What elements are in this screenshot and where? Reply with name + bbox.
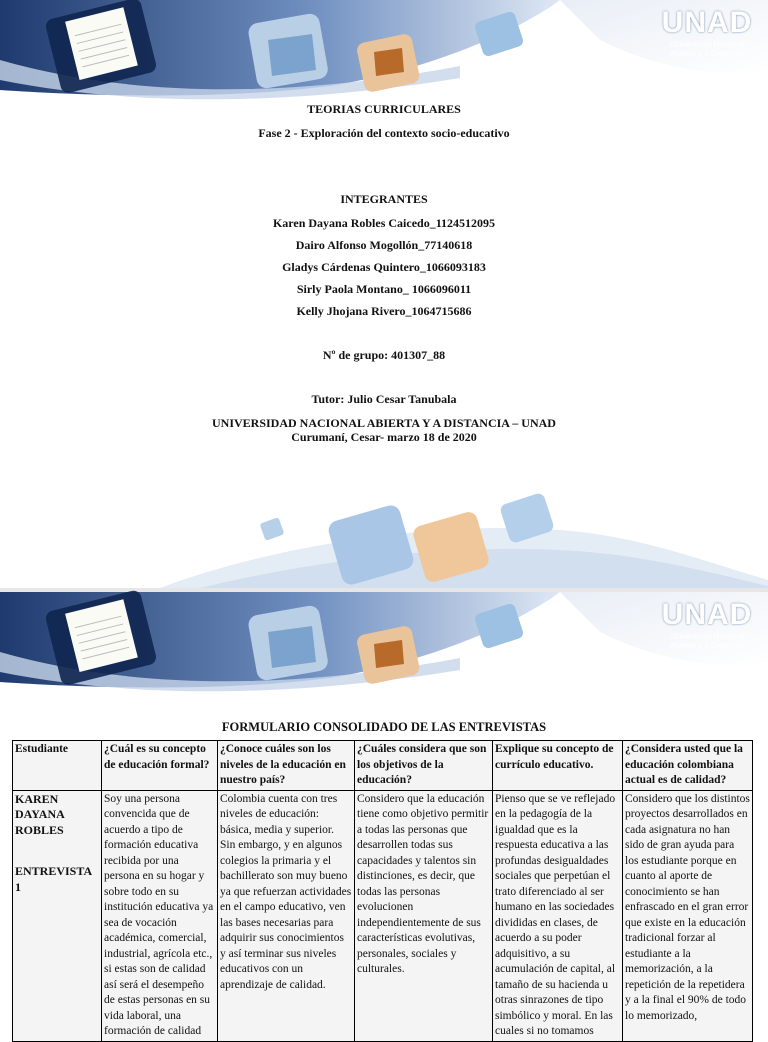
answer-cell: Pienso que se ve reflejado en la pedagogía de la igualdad que es la respuesta educativa a las profundas desigualdades sociales que perpetúan el trato diferenciado al ser humano en las sociedades divididas en clases, de acuerdo a su poder adquisitivo, a su acumulación de capital, al tamaño de su hacienda u otras sinrazones de tipo simbólico y moral. En las cuales si no tomamos [493,790,623,1041]
group-number: Nº de grupo: 401307_88 [322,348,446,362]
interview-label: ENTREVISTA 1 [15,864,92,894]
unad-logo-subtitle-2: Abierta y a Distancia [670,49,744,58]
unad-logo-mark: UNAD [661,598,753,631]
table-row [13,790,753,1041]
member-name: Kelly Jhojana Rivero_1064715686 [296,304,472,318]
unad-logo [660,598,754,650]
phase-title: Fase 2 - Exploración del contexto socio-educativo [258,126,510,140]
unad-logo [660,6,754,58]
answer-cell: Considero que la educación tiene como objetivo permitir a todas las personas que desarrollen todas sus capacidades y talentos sin distinciones, es decir, que todas las personas evolucionen independientemente de sus características evolutivas, personales, sociales y culturales. [355,790,493,1041]
tutor-name: Tutor: Julio Cesar Tanubala [311,392,457,406]
table-header-row [13,741,753,791]
member-name: Karen Dayana Robles Caicedo_1124512095 [272,216,496,230]
column-header: Explique su concepto de currículo educativo. [493,741,623,791]
unad-logo-mark: UNAD [661,6,753,39]
footer-decoration [0,490,768,588]
member-name: Dairo Alfonso Mogollón_77140618 [295,238,473,252]
interview-table [12,740,753,1042]
answer-cell: Soy una persona convencida que de acuerdo a tipo de formación educativa recibida por una persona en su hogar y sobre todo en su institución educativa ya sea de vocación académica, comercial, industrial, agrícola etc., si estas son de calidad así será el desempeño de estas personas en su vida laboral, una formación de calidad [102,790,218,1041]
student-name: KAREN DAYANA ROBLES [15,791,65,837]
answer-cell: Considero que los distintos proyectos desarrollados en cada asignatura no han sido de gran ayuda para los estudiante porque en cuanto al aporte de conocimiento se han enfrascado en el gran error que existe en la educación tradicional forzar al estudiante a la memorización, a la repetición de la repetidera y a la final el 90% de todo lo memorizado, [623,790,753,1041]
answer-cell: Colombia cuenta con tres niveles de educación: básica, media y superior. Sin embargo, y en algunos colegios la primaria y el bachillerato son muy bueno ya que refuerzan actividades en el campo educativo, ven las bases necesarias para adquirir sus conocimientos y así terminar sus niveles educativos con un aprendizaje de calidad. [218,790,355,1041]
student-cell [13,790,102,1041]
unad-logo-subtitle-2: Abierta y a Distancia [670,641,744,650]
header-banner [0,592,768,688]
column-header: ¿Considera usted que la educación colombiana actual es de calidad? [623,741,753,791]
interview-page [0,592,768,1037]
header-banner [0,0,768,96]
column-header: ¿Cuál es su concepto de educación formal? [102,741,218,791]
document-title: TEORIAS CURRICULARES [307,102,461,116]
member-name: Gladys Cárdenas Quintero_1066093183 [282,260,486,274]
unad-logo-subtitle-1: Universidad Nacional [669,40,745,49]
column-header: ¿Cuáles considera que son los objetivos de la educación? [355,741,493,791]
university-name: UNIVERSIDAD NACIONAL ABIERTA Y A DISTANCIA – UNAD [212,416,556,430]
unad-logo-subtitle-1: Universidad Nacional [669,632,745,641]
column-header: Estudiante [13,741,102,791]
column-header: ¿Conoce cuáles son los niveles de la educación en nuestro país? [218,741,355,791]
member-name: Sirly Paola Montano_ 1066096011 [296,282,472,296]
place-date: Curumaní, Cesar- marzo 18 de 2020 [291,430,477,444]
form-title: FORMULARIO CONSOLIDADO DE LAS ENTREVISTAS [221,720,547,734]
members-heading: INTEGRANTES [340,192,428,206]
